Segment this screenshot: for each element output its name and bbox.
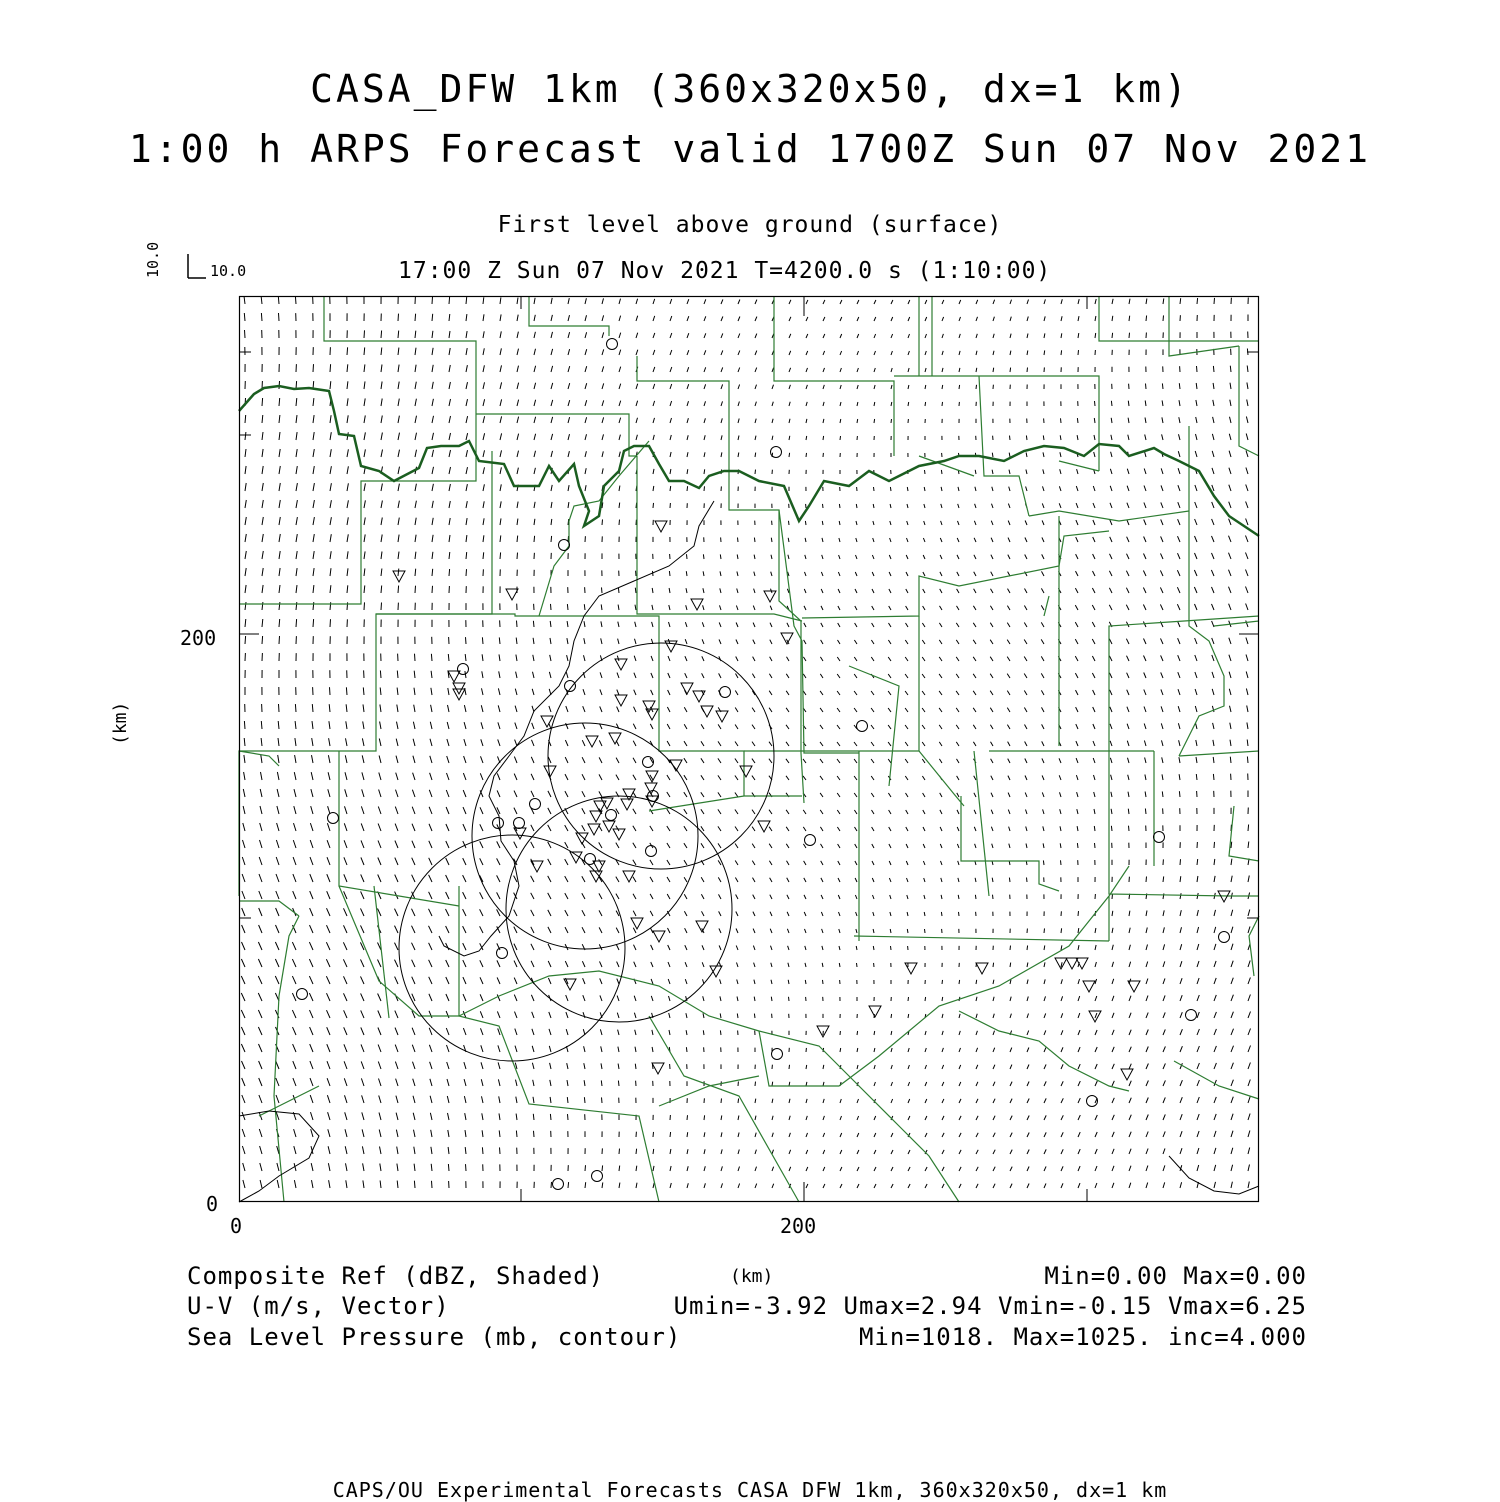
station-triangle-marker xyxy=(506,589,518,600)
level-subtitle: First level above ground (surface) xyxy=(497,212,1003,238)
station-triangle-marker xyxy=(593,861,605,872)
valid-time-label: 17:00 Z Sun 07 Nov 2021 T=4200.0 s (1:10:00) xyxy=(398,258,1052,284)
station-triangle-marker xyxy=(1055,958,1067,969)
station-triangle-marker xyxy=(653,931,665,942)
station-circle-marker xyxy=(646,846,657,857)
station-circle-marker xyxy=(592,1171,603,1182)
station-circle-marker xyxy=(857,721,868,732)
sea-level-pressure-contour xyxy=(239,501,1259,1202)
station-triangle-marker xyxy=(652,1063,664,1074)
reference-vector-u-label: 10.0 xyxy=(210,262,247,280)
reference-vector-key xyxy=(144,236,270,286)
station-triangle-marker xyxy=(643,701,655,712)
station-triangle-marker xyxy=(621,799,633,810)
y-axis-label: (km) xyxy=(110,701,131,745)
station-triangle-marker xyxy=(588,824,600,835)
station-circle-marker xyxy=(514,818,525,829)
reference-vector-v-label: 10.0 xyxy=(144,241,162,278)
station-triangle-marker xyxy=(645,783,657,794)
plot-title-line1: CASA_DFW 1km (360x320x50, dx=1 km) xyxy=(310,67,1190,111)
footer-credit: CAPS/OU Experimental Forecasts CASA DFW 1km, 360x320x50, dx=1 km xyxy=(332,1478,1168,1502)
station-triangle-marker xyxy=(764,591,776,602)
station-circle-marker xyxy=(1186,1010,1197,1021)
county-boundaries xyxy=(239,296,1259,1202)
station-triangle-marker xyxy=(758,821,770,832)
station-triangle-marker xyxy=(781,633,793,644)
legend-wind-name: U-V (m/s, Vector) xyxy=(187,1292,450,1320)
station-triangle-marker xyxy=(1121,1069,1133,1080)
station-triangle-marker xyxy=(541,716,553,727)
legend-pressure-name: Sea Level Pressure (mb, contour) xyxy=(187,1323,682,1351)
station-triangle-marker xyxy=(1066,958,1078,969)
station-triangle-marker xyxy=(869,1006,881,1017)
station-triangle-marker xyxy=(623,871,635,882)
station-circle-marker xyxy=(297,989,308,1000)
station-triangle-marker xyxy=(615,659,627,670)
y-tick-200: 200 xyxy=(180,626,217,650)
station-triangle-marker xyxy=(448,671,460,682)
station-triangle-marker xyxy=(646,771,658,782)
station-triangle-marker xyxy=(623,789,635,800)
station-circle-marker xyxy=(328,813,339,824)
radar-range-rings xyxy=(399,643,774,1061)
station-circle-marker xyxy=(1154,832,1165,843)
legend-wind-stats: Umin=-3.92 Umax=2.94 Vmin=-0.15 Vmax=6.25 xyxy=(673,1292,1307,1320)
station-triangle-marker xyxy=(655,521,667,532)
station-circle-marker xyxy=(606,810,617,821)
x-tick-200: 200 xyxy=(780,1214,817,1238)
station-circle-marker xyxy=(771,447,782,458)
legend-pressure-stats: Min=1018. Max=1025. inc=4.000 xyxy=(858,1323,1307,1351)
station-triangle-marker xyxy=(905,963,917,974)
station-circle-marker xyxy=(585,854,596,865)
station-triangle-marker xyxy=(609,733,621,744)
station-triangle-marker xyxy=(740,766,752,777)
station-triangle-marker xyxy=(701,706,713,717)
station-triangle-marker xyxy=(631,918,643,929)
station-triangle-marker xyxy=(696,921,708,932)
station-triangle-marker xyxy=(1076,958,1088,969)
station-circle-marker xyxy=(772,1049,783,1060)
station-triangle-marker xyxy=(1089,1011,1101,1022)
station-triangle-marker xyxy=(393,571,405,582)
station-circle-marker xyxy=(805,835,816,846)
forecast-map xyxy=(239,296,1259,1202)
station-circle-marker xyxy=(1219,932,1230,943)
station-triangle-marker xyxy=(586,736,598,747)
station-triangle-marker xyxy=(681,683,693,694)
station-triangle-marker xyxy=(716,711,728,722)
y-tick-0: 0 xyxy=(206,1192,219,1216)
plot-title-line2: 1:00 h ARPS Forecast valid 1700Z Sun 07 Nov 2021 xyxy=(128,127,1372,171)
station-triangle-marker xyxy=(615,695,627,706)
axis-ticks xyxy=(239,296,1259,1202)
x-tick-0: 0 xyxy=(230,1214,243,1238)
legend-reflectivity-stats: Min=0.00 Max=0.00 xyxy=(1044,1262,1307,1290)
station-circle-marker xyxy=(553,1179,564,1190)
station-markers xyxy=(297,339,1231,1190)
station-circle-marker xyxy=(720,687,731,698)
station-circle-marker xyxy=(607,339,618,350)
station-triangle-marker xyxy=(564,979,576,990)
station-circle-marker xyxy=(497,948,508,959)
station-triangle-marker xyxy=(976,963,988,974)
station-triangle-marker xyxy=(1083,981,1095,992)
x-axis-label: (km) xyxy=(730,1266,774,1287)
legend-reflectivity-name: Composite Ref (dBZ, Shaded) xyxy=(187,1262,605,1290)
station-circle-marker xyxy=(559,540,570,551)
station-circle-marker xyxy=(458,664,469,675)
station-triangle-marker xyxy=(691,599,703,610)
state-border xyxy=(239,386,1259,536)
station-circle-marker xyxy=(530,799,541,810)
plot-frame xyxy=(240,297,1259,1202)
